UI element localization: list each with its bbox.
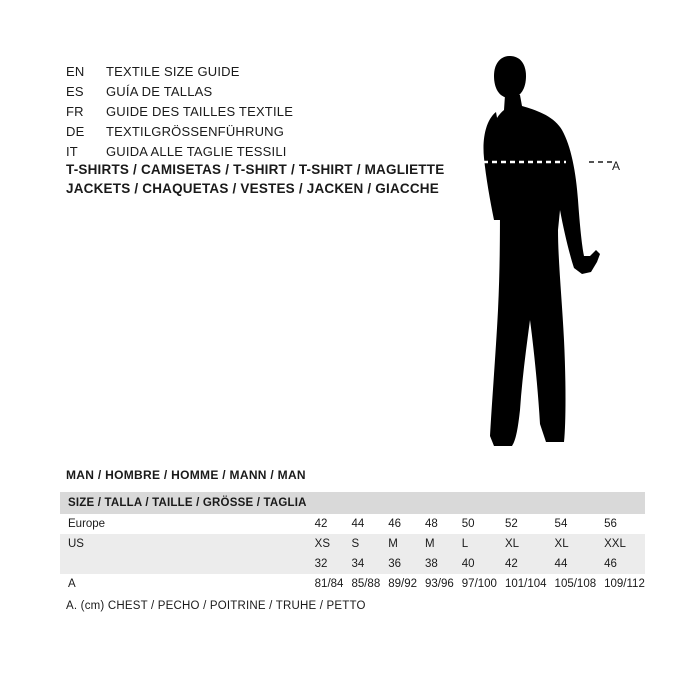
cell: M: [417, 534, 454, 554]
silhouette-svg: [450, 50, 680, 450]
language-text: GUIDA ALLE TAGLIE TESSILI: [106, 144, 287, 159]
language-code: DE: [66, 124, 85, 139]
cell: 44: [547, 554, 597, 574]
language-code: IT: [66, 144, 78, 159]
language-text: GUIDE DES TAILLES TEXTILE: [106, 104, 294, 119]
cell: 109/112: [596, 574, 645, 594]
header-col-2: [343, 492, 380, 514]
language-code: ES: [66, 84, 84, 99]
cell: 48: [417, 514, 454, 534]
language-text: GUÍA DE TALLAS: [106, 84, 213, 99]
cell: 93/96: [417, 574, 454, 594]
cell: XL: [547, 534, 597, 554]
cell: 46: [596, 554, 645, 574]
size-table-head: [60, 492, 645, 514]
garment-line-jackets: JACKETS / CHAQUETAS / VESTES / JACKEN / GIACCHE: [66, 181, 439, 196]
header-col-4: [417, 492, 454, 514]
cell: S: [343, 534, 380, 554]
cell: 46: [380, 514, 417, 534]
header-col-1: [307, 492, 344, 514]
cell: 85/88: [343, 574, 380, 594]
language-row-en: [66, 64, 466, 84]
cell: 42: [307, 514, 344, 534]
cell: M: [380, 534, 417, 554]
table-row: [60, 534, 645, 554]
header-col-8: [596, 492, 645, 514]
cell: 40: [454, 554, 497, 574]
cell: 81/84: [307, 574, 344, 594]
header-size: SIZE / TALLA / TAILLE / GRÖSSE / TAGLIA: [60, 492, 307, 514]
cell: 44: [343, 514, 380, 534]
size-table: [60, 492, 645, 594]
language-row-de: [66, 124, 466, 144]
table-header-row: [60, 492, 645, 514]
cell: 50: [454, 514, 497, 534]
cell: 42: [497, 554, 547, 574]
cell: 38: [417, 554, 454, 574]
size-table-body: [60, 514, 645, 594]
language-row-es: [66, 84, 466, 104]
header-col-7: [547, 492, 597, 514]
row-label: Europe: [60, 514, 307, 534]
cell: 56: [596, 514, 645, 534]
male-silhouette-figure: [450, 50, 680, 450]
table-row: [60, 574, 645, 594]
cell: XL: [497, 534, 547, 554]
cell: 32: [307, 554, 344, 574]
cell: L: [454, 534, 497, 554]
cell: XS: [307, 534, 344, 554]
language-guide-list: [66, 64, 466, 164]
cell: XXL: [596, 534, 645, 554]
row-label: US: [60, 534, 307, 554]
cell: 52: [497, 514, 547, 534]
table-row: [60, 554, 645, 574]
header-col-6: [497, 492, 547, 514]
row-label: A: [60, 574, 307, 594]
header-col-5: [454, 492, 497, 514]
table-row: [60, 514, 645, 534]
table-footnote: A. (cm) CHEST / PECHO / POITRINE / TRUHE / PETTO: [66, 600, 366, 612]
cell: 89/92: [380, 574, 417, 594]
measure-label-a: A: [612, 159, 621, 173]
cell: 34: [343, 554, 380, 574]
table-caption-man: MAN / HOMBRE / HOMME / MANN / MAN: [66, 468, 306, 482]
language-row-fr: [66, 104, 466, 124]
header-col-3: [380, 492, 417, 514]
cell: 105/108: [547, 574, 597, 594]
cell: 36: [380, 554, 417, 574]
cell: 54: [547, 514, 597, 534]
row-label: [60, 554, 307, 574]
language-code: EN: [66, 64, 85, 79]
garment-line-tshirts: T-SHIRTS / CAMISETAS / T-SHIRT / T-SHIRT / MAGLIETTE: [66, 162, 445, 177]
language-text: TEXTILE SIZE GUIDE: [106, 64, 240, 79]
language-text: TEXTILGRÖSSENFÜHRUNG: [106, 124, 285, 139]
garment-categories: [66, 160, 496, 198]
cell: 101/104: [497, 574, 547, 594]
cell: 97/100: [454, 574, 497, 594]
language-code: FR: [66, 104, 84, 119]
